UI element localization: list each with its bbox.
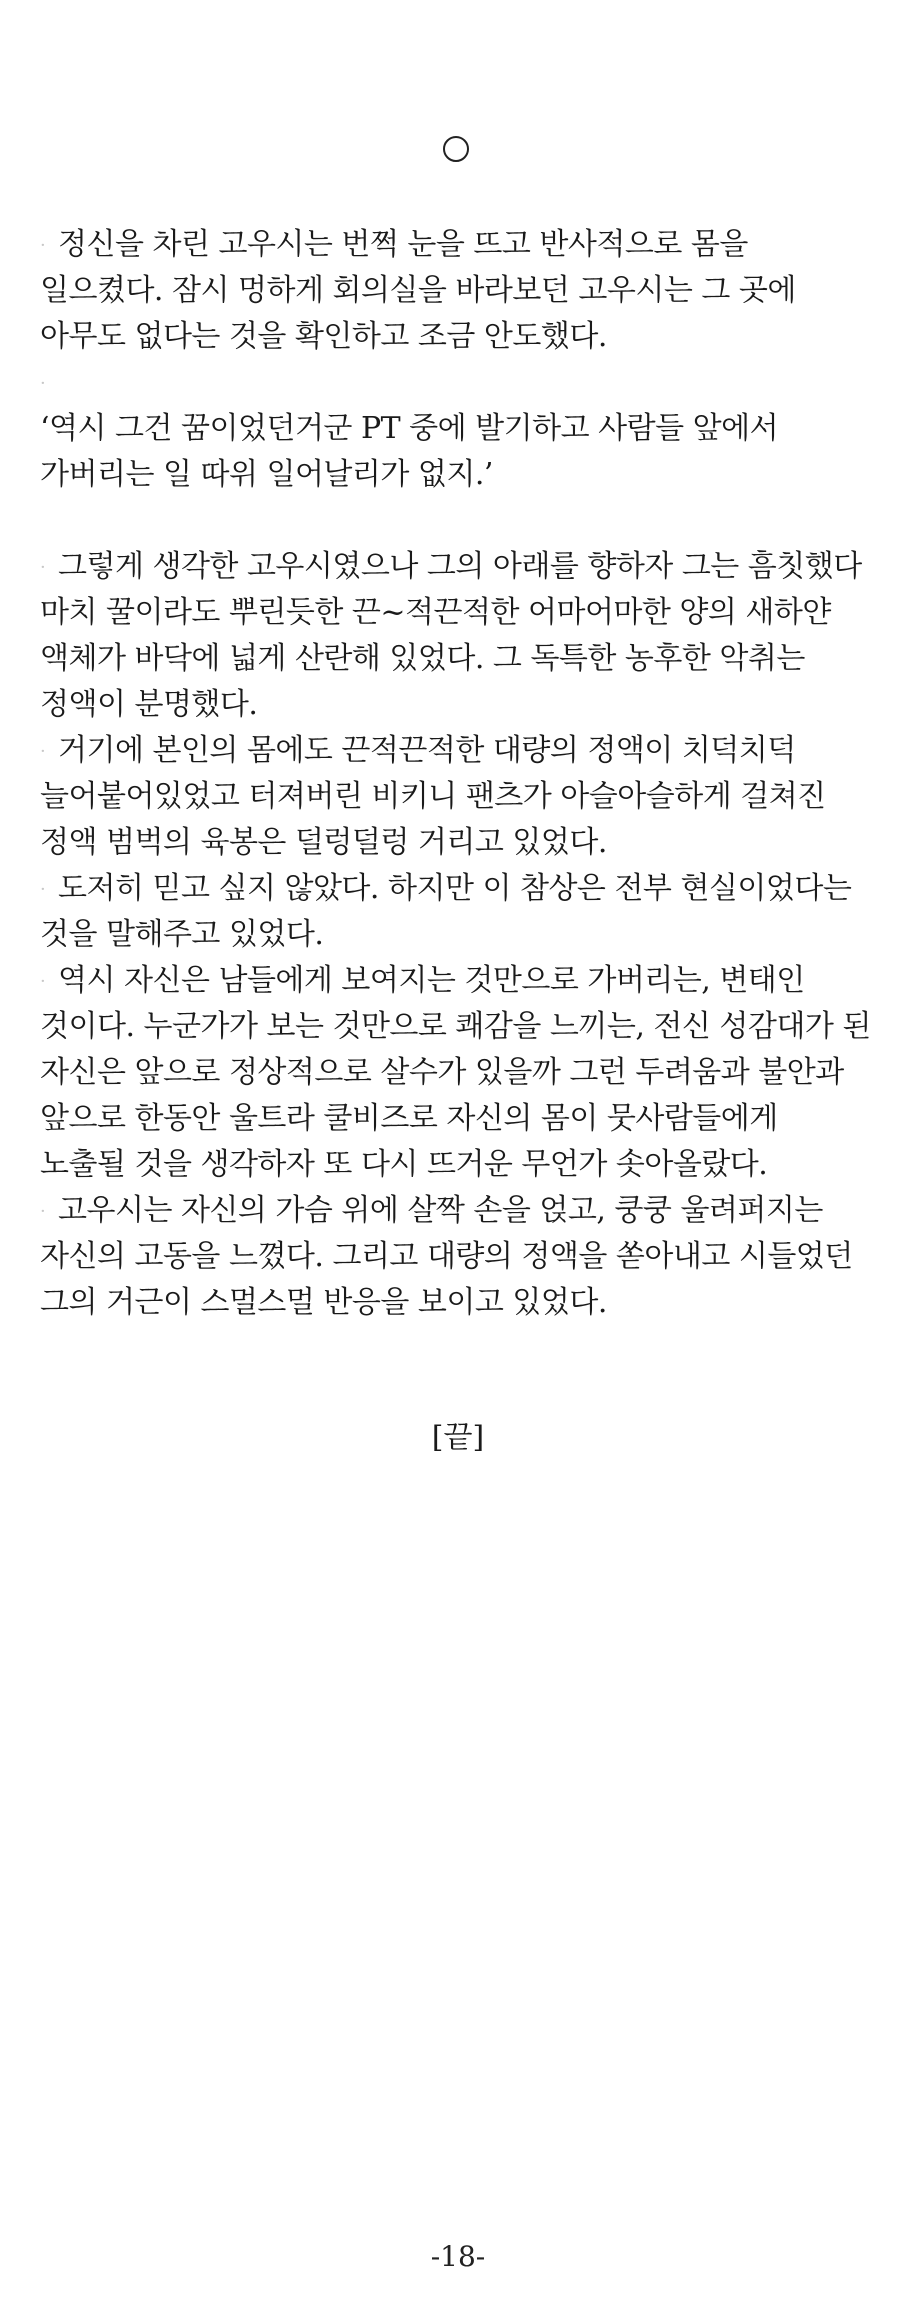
paragraph-line: 일으켰다. 잠시 멍하게 회의실을 바라보던 고우시는 그 곳에 (40, 273, 796, 308)
paragraph-line: 늘어붙어있었고 터져버린 비키니 팬츠가 아슬아슬하게 걸쳐진 (40, 779, 826, 814)
paragraph-line: 아무도 없다는 것을 확인하고 조금 안도했다. (40, 319, 607, 354)
blank-line (40, 360, 890, 406)
story-body (40, 222, 890, 1326)
monologue-line: ‘역시 그건 꿈이었던거군 PT 중에 발기하고 사람들 앞에서 (40, 411, 779, 446)
blank-line (40, 498, 890, 544)
paragraph-line: 자신은 앞으로 정상적으로 살수가 있을까 그런 두려움과 불안과 (40, 1055, 844, 1090)
paragraph-line: · 거기에 본인의 몸에도 끈적끈적한 대량의 정액이 치덕치덕 (40, 728, 890, 774)
indent-mark: · (40, 557, 46, 578)
indent-mark: · (40, 741, 46, 762)
page-number: -18- (430, 2240, 486, 2273)
indent-mark: · (40, 971, 46, 992)
paragraph-line: · 고우시는 자신의 가슴 위에 살짝 손을 얹고, 쿵쿵 울려퍼지는 (40, 1188, 890, 1234)
paragraph-line: 마치 꿀이라도 뿌린듯한 끈~적끈적한 어마어마한 양의 새하얀 (40, 595, 831, 630)
blank-mark: · (40, 373, 46, 394)
indent-mark: · (40, 879, 46, 900)
indent-mark: · (40, 235, 46, 256)
paragraph-line: 정액 범벅의 육봉은 덜렁덜렁 거리고 있었다. (40, 825, 607, 860)
paragraph-line: 자신의 고동을 느꼈다. 그리고 대량의 정액을 쏟아내고 시들었던 (40, 1239, 853, 1274)
paragraph-line: 노출될 것을 생각하자 또 다시 뜨거운 무언가 솟아올랐다. (40, 1147, 768, 1182)
paragraph-line: · 정신을 차린 고우시는 번쩍 눈을 뜨고 반사적으로 몸을 (40, 222, 890, 268)
paragraph-line: 것이다. 누군가가 보는 것만으로 쾌감을 느끼는, 전신 성감대가 된 (40, 1009, 871, 1044)
paragraph-line: 정액이 분명했다. (40, 687, 258, 722)
indent-mark: · (40, 1201, 46, 1222)
paragraph-line: · 역시 자신은 남들에게 보여지는 것만으로 가버리는, 변태인 (40, 958, 890, 1004)
paragraph-line: · 그렇게 생각한 고우시였으나 그의 아래를 향하자 그는 흠칫했다 (40, 544, 890, 590)
paragraph-line: · 도저히 믿고 싶지 않았다. 하지만 이 참상은 전부 현실이었다는 (40, 866, 890, 912)
monologue-line: 가버리는 일 따위 일어날리가 없지.’ (40, 457, 493, 492)
paragraph-line: 그의 거근이 스멀스멀 반응을 보이고 있었다. (40, 1285, 607, 1320)
paragraph-line: 것을 말해주고 있었다. (40, 917, 324, 952)
paragraph-line: 앞으로 한동안 울트라 쿨비즈로 자신의 몸이 뭇사람들에게 (40, 1101, 778, 1136)
end-mark: [끝] (431, 1420, 485, 1455)
paragraph-line: 액체가 바닥에 넓게 산란해 있었다. 그 독특한 농후한 악취는 (40, 641, 805, 676)
circle-ornament (443, 136, 469, 162)
